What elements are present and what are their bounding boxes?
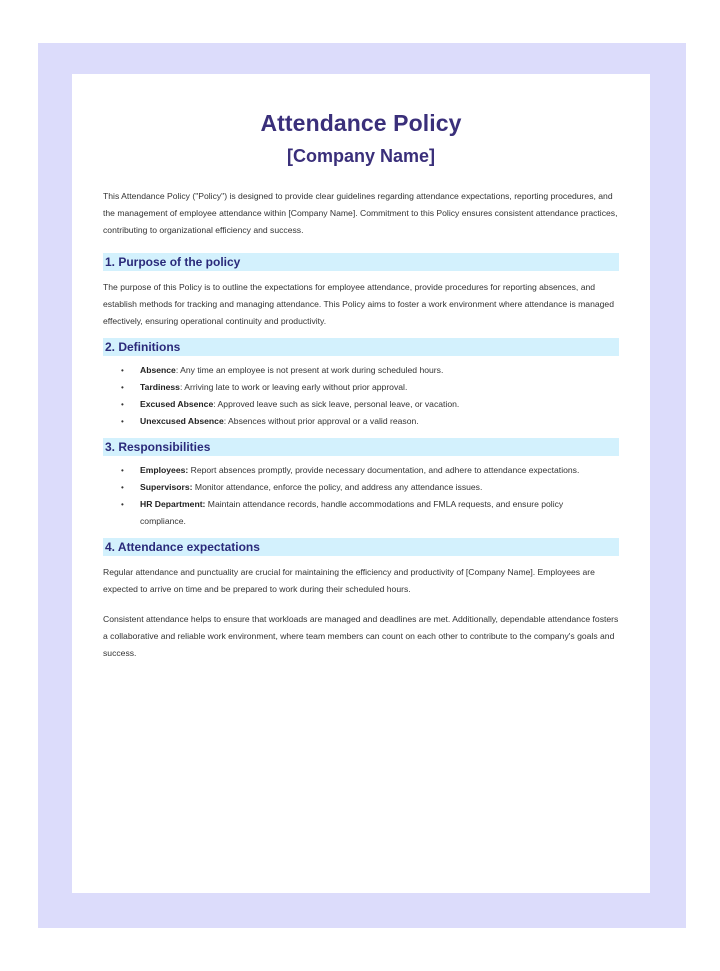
bullet-icon: • [121, 383, 124, 392]
definitions-list [103, 362, 619, 430]
role-term: Supervisors: [140, 482, 193, 492]
list-item [103, 413, 619, 430]
bullet-icon: • [121, 466, 124, 475]
bullet-icon: • [121, 400, 124, 409]
section-heading-attendance-expectations: 4. Attendance expectations [103, 538, 619, 556]
document-page [72, 74, 650, 893]
role-text: Report absences promptly, provide necessary documentation, and adhere to attendance expectations. [188, 465, 580, 475]
responsibilities-list [103, 462, 619, 530]
section-heading-definitions: 2. Definitions [103, 338, 619, 356]
bullet-icon: • [121, 366, 124, 375]
document-frame [38, 43, 686, 928]
role-term: HR Department: [140, 499, 206, 509]
expectations-paragraph-1: Regular attendance and punctuality are crucial for maintaining the efficiency and productivity of [Company Name]. Employees are expected to arrive on time and be prepared to work during their scheduled hours. [103, 567, 595, 594]
intro-paragraph: This Attendance Policy ("Policy") is designed to provide clear guidelines regarding attendance expectations, reporting procedures, and the management of employee attendance within [Company Name]. Commitment to this Policy ensures consistent attendance practices, contributing to organizational efficiency and success. [103, 191, 618, 235]
list-item [103, 379, 619, 396]
purpose-paragraph: The purpose of this Policy is to outline the expectations for employee attendance, provide procedures for reporting absences, and establish methods for tracking and managing attendance. This Policy aims to foster a work environment where attendance is managed effectively, ensuring operational continuity and productivity. [103, 282, 614, 326]
definition-text: Any time an employee is not present at work during scheduled hours. [178, 365, 444, 375]
bullet-icon: • [121, 500, 124, 509]
document-title: Attendance Policy [260, 110, 462, 136]
definition-term: Excused Absence [140, 399, 214, 409]
list-item [103, 462, 619, 479]
section-heading-responsibilities: 3. Responsibilities [103, 438, 619, 456]
role-text: Maintain attendance records, handle accommodations and FMLA requests, and ensure policy compliance. [140, 499, 564, 526]
definition-text: Absences without prior approval or a valid reason. [226, 416, 419, 426]
list-item [103, 362, 619, 379]
bullet-icon: • [121, 417, 124, 426]
list-item [103, 396, 619, 413]
role-text: Monitor attendance, enforce the policy, and address any attendance issues. [192, 482, 483, 492]
term-separator: : [175, 365, 179, 375]
definition-term: Absence [140, 365, 176, 375]
term-separator: : [179, 382, 183, 392]
term-separator: : [213, 399, 216, 409]
bullet-icon: • [121, 483, 124, 492]
definition-term: Tardiness [140, 382, 180, 392]
list-item [103, 479, 619, 496]
definition-text: Arriving late to work or leaving early without prior approval. [182, 382, 408, 392]
section-heading-purpose: 1. Purpose of the policy [103, 253, 619, 271]
expectations-paragraph-2: Consistent attendance helps to ensure that workloads are managed and deadlines are met. Additionally, dependable attendance fosters a collaborative and reliable work environment, where team members can count on each other to contribute to the company's goals and success. [103, 614, 619, 658]
definition-term: Unexcused Absence [140, 416, 224, 426]
definition-text: Approved leave such as sick leave, personal leave, or vacation. [215, 399, 460, 409]
term-separator: : [223, 416, 227, 426]
document-body [103, 188, 619, 662]
role-term: Employees: [140, 465, 189, 475]
list-item [103, 496, 619, 530]
company-name-subtitle: [Company Name] [286, 146, 436, 166]
